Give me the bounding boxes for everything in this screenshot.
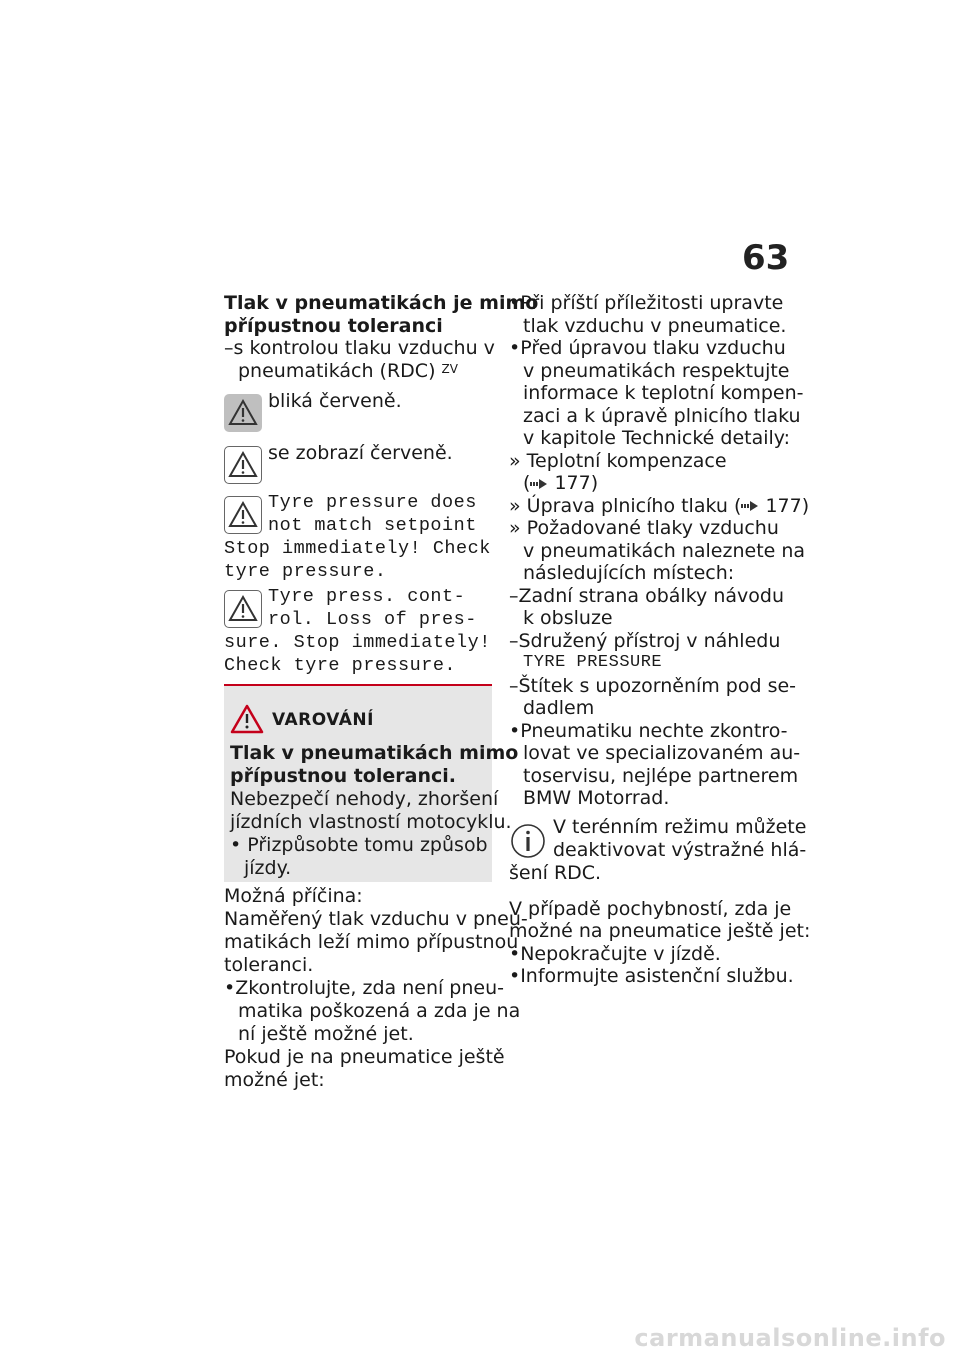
still-drivable: možné jet:	[224, 1069, 325, 1091]
display-message-1: tyre pressure.	[224, 561, 387, 582]
bullet-item: zaci a k úpravě plnicího tlaku	[523, 404, 801, 427]
indicator-text-1: bliká červeně.	[268, 390, 402, 412]
warning-label: VAROVÁNÍ	[272, 710, 374, 730]
warning-text: Nebezpečí nehody, zhoršení	[230, 788, 499, 810]
display-message-1: Tyre pressure does	[268, 492, 477, 513]
warning-triangle-icon	[224, 446, 262, 484]
display-message-2: Check tyre pressure.	[224, 655, 457, 676]
display-message-2: sure. Stop immediately!	[224, 632, 491, 653]
warning-triangle-icon	[224, 590, 262, 628]
cause-text: toleranci.	[224, 954, 314, 976]
reference-pozadovane: v pneumatikách naleznete na	[523, 539, 806, 562]
check-bullet: •Zkontrolujte, zda není pneu-	[224, 977, 504, 999]
bullet-item: informace k teplotní kompen-	[523, 382, 804, 404]
bullet-item: •Při příští příležitosti upravte	[509, 292, 784, 314]
dash-item: –Sdružený přístroj v náhledu	[509, 629, 781, 652]
warning-box	[224, 684, 519, 882]
reference-pozadovane: » Požadované tlaky vzduchu	[509, 517, 779, 539]
info-text: V terénním režimu můžete	[553, 815, 807, 838]
bullet-item: •Pneumatiku nechte zkontro-	[509, 719, 788, 742]
section-heading-2: přípustnou toleranci	[224, 314, 443, 337]
indicator-text-2: se zobrazí červeně.	[268, 442, 453, 464]
check-bullet: ní ještě možné jet.	[238, 1023, 414, 1045]
bullet-item: BMW Motorrad.	[523, 787, 670, 809]
warning-bullet: • Přizpůsobte tomu způsob	[230, 834, 488, 856]
info-text: deaktivovat výstražné hlá-	[553, 838, 807, 861]
bullet-item: lovat ve specializovaném au-	[523, 742, 801, 764]
warning-bold: Tlak v pneumatikách mimo	[230, 742, 519, 764]
dash-item: dadlem	[523, 697, 595, 719]
display-message-2: Tyre press. cont-	[268, 586, 466, 607]
reference-uprava[interactable]: » Úprava plnicího tlaku ( 177)	[509, 494, 810, 517]
bullet-item: v pneumatikách respektujte	[523, 359, 790, 382]
bullet-item: •Nepokračujte v jízdě.	[509, 942, 721, 965]
dash-item: –Zadní strana obálky návodu	[509, 584, 784, 607]
warning-red-triangle-icon	[230, 704, 264, 738]
bullet-item: tlak vzduchu v pneumatice.	[523, 314, 787, 337]
page-number: 63	[742, 238, 790, 278]
right-column	[509, 292, 811, 988]
warning-bullet: jízdy.	[244, 857, 292, 879]
condition-line: –s kontrolou tlaku vzduchu v	[224, 337, 495, 359]
display-message-1: not match setpoint	[268, 515, 477, 536]
bullet-item: v kapitole Technické detaily:	[523, 427, 791, 449]
display-message-1: Stop immediately! Check	[224, 538, 491, 559]
cause-text: matikách leží mimo přípustnou	[224, 931, 519, 953]
watermark: carmanualsonline.info	[634, 1324, 946, 1352]
info-icon	[509, 822, 547, 866]
dash-item: –Štítek s upozorněním pod se-	[509, 674, 797, 697]
doubt-text: možné na pneumatice ještě jet:	[509, 920, 811, 942]
still-drivable: Pokud je na pneumatice ještě	[224, 1046, 505, 1068]
display-message-2: rol. Loss of pres-	[268, 609, 477, 630]
tyre-pressure-display: TYRE PRESSURE	[523, 653, 663, 672]
dash-item: k obsluze	[523, 607, 613, 629]
cause-section	[224, 885, 528, 1092]
info-text: šení RDC.	[509, 861, 602, 884]
reference-teplotni[interactable]: » Teplotní kompenzace	[509, 449, 727, 472]
warning-text: jízdních vlastností motocyklu.	[230, 811, 512, 833]
cause-label: Možná příčina:	[224, 885, 363, 907]
warning-triangle-icon	[224, 496, 262, 534]
reference-teplotni-page[interactable]: ( 177)	[523, 472, 599, 494]
page-arrow-icon	[530, 478, 548, 490]
page-arrow-icon	[741, 500, 759, 512]
condition-line-2: pneumatikách (RDC) $^{ZV}$	[238, 359, 458, 382]
reference-pozadovane: následujících místech:	[523, 562, 735, 584]
left-column	[224, 292, 539, 680]
check-bullet: matika poškozená a zda je na	[238, 1000, 521, 1022]
doubt-text: V případě pochybností, zda je	[509, 897, 792, 920]
bullet-item: •Před úpravou tlaku vzduchu	[509, 337, 786, 359]
cause-text: Naměřený tlak vzduchu v pneu-	[224, 908, 528, 930]
zv-superscript: ZV	[441, 361, 458, 376]
section-heading: Tlak v pneumatikách je mimo	[224, 292, 539, 314]
bullet-item: toservisu, nejlépe partnerem	[523, 764, 799, 787]
bullet-item: •Informujte asistenční službu.	[509, 965, 794, 987]
warning-triangle-filled-icon	[224, 394, 262, 432]
warning-bold: přípustnou toleranci.	[230, 765, 456, 787]
